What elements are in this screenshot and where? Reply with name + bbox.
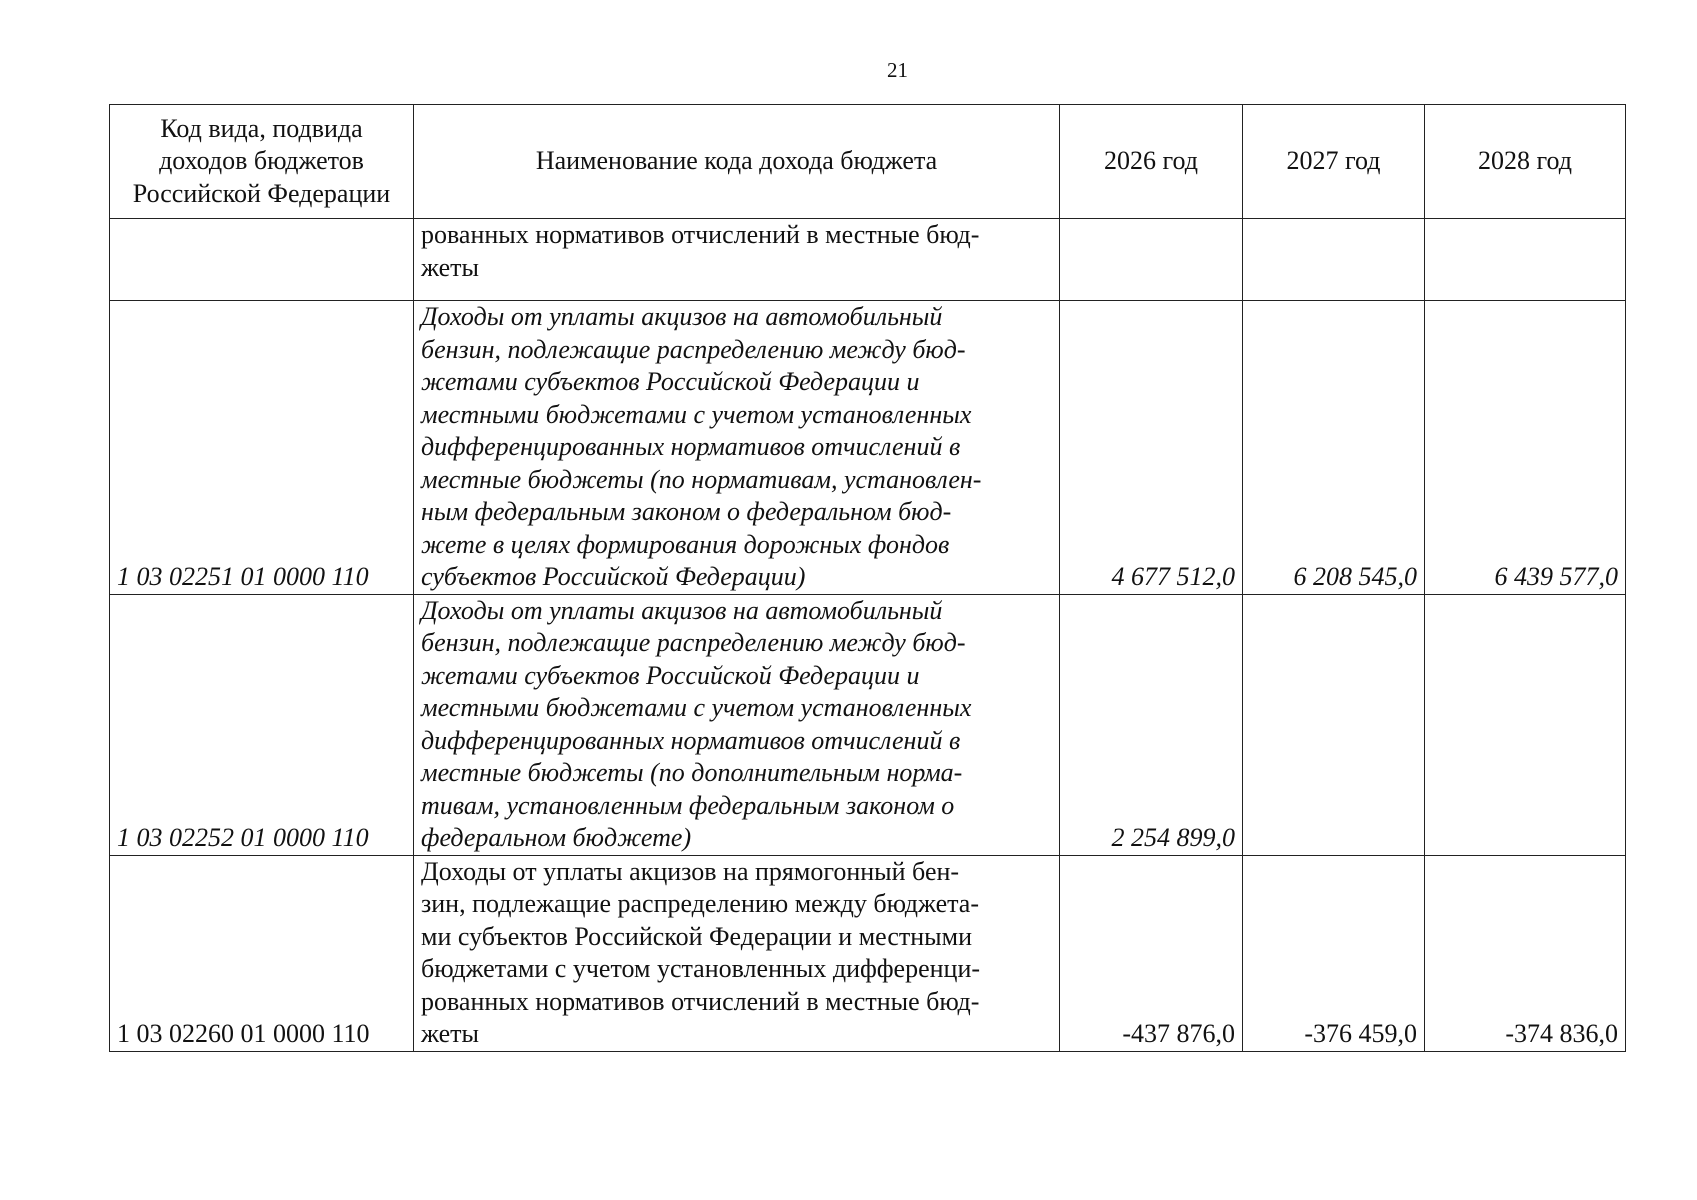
table-row (110, 855, 1626, 1051)
header-year-2027: 2027 год (1243, 105, 1425, 219)
row-name-line: рованных нормативов отчислений в местные бюд- (421, 986, 980, 1016)
row-name-line: местные бюджеты (по дополнительным норма- (421, 758, 963, 787)
header-year-2026: 2026 год (1060, 105, 1243, 219)
row-name-line: жете в целях формирования дорожных фондов (421, 529, 950, 559)
row-value-2028: -374 836,0 (1425, 855, 1626, 1051)
row-name (414, 219, 1060, 301)
revenue-table (109, 104, 1626, 1052)
row-name (414, 855, 1060, 1051)
row-name-line: бензин, подлежащие распределению между бюд- (421, 334, 966, 364)
row-value-2027 (1243, 219, 1425, 301)
row-code (110, 219, 414, 301)
row-name-line: жетами субъектов Российской Федерации и (421, 660, 920, 690)
row-name-line: местными бюджетами с учетом установленных (421, 693, 972, 722)
row-name-line: жетами субъектов Российской Федерации и (421, 367, 920, 396)
row-name-line: жеты (421, 1019, 479, 1048)
row-name-line: зин, подлежащие распределению между бюджета- (421, 889, 979, 918)
table-row (110, 594, 1626, 855)
row-value-2028 (1425, 594, 1626, 855)
row-name-line: бюджетами с учетом установленных дифференци- (421, 954, 981, 983)
table-row (110, 219, 1626, 301)
row-name (414, 594, 1060, 855)
row-name-line: жеты (421, 252, 479, 282)
page-number: 21 (887, 58, 908, 82)
row-code: 1 03 02252 01 0000 110 (110, 594, 414, 855)
row-name-line: дифференцированных нормативов отчислений в (421, 432, 961, 461)
row-name-line: тивам, установленным федеральным законом о (421, 790, 955, 820)
header-code-line: Код вида, подвида (160, 113, 363, 143)
row-name-line: местными бюджетами с учетом установленных (421, 399, 972, 429)
row-name-line: дифференцированных нормативов отчислений в (421, 725, 961, 755)
header-code-line: доходов бюджетов (159, 146, 364, 176)
row-name-line: рованных нормативов отчислений в местные бюд- (421, 220, 980, 249)
row-name-line: ми субъектов Российской Федерации и местными (421, 921, 973, 951)
row-value-2026: 2 254 899,0 (1060, 594, 1243, 855)
row-value-2028 (1425, 219, 1626, 301)
header-year-2028: 2028 год (1425, 105, 1626, 219)
header-code (110, 105, 414, 219)
row-value-2026: 4 677 512,0 (1060, 301, 1243, 595)
table-header-row (110, 105, 1626, 219)
row-value-2028: 6 439 577,0 (1425, 301, 1626, 595)
row-value-2027: 6 208 545,0 (1243, 301, 1425, 595)
row-name-line: бензин, подлежащие распределению между бюд- (421, 628, 966, 657)
row-value-2026: -437 876,0 (1060, 855, 1243, 1051)
row-name-line: Доходы от уплаты акцизов на автомобильный (421, 595, 943, 625)
row-value-2027 (1243, 594, 1425, 855)
row-name (414, 301, 1060, 595)
header-code-line: Российской Федерации (132, 178, 391, 208)
row-value-2026 (1060, 219, 1243, 301)
row-code: 1 03 02260 01 0000 110 (110, 855, 414, 1051)
row-name-line: Доходы от уплаты акцизов на прямогонный бен- (421, 856, 960, 886)
row-name-line: Доходы от уплаты акцизов на автомобильный (421, 302, 943, 331)
header-name: Наименование кода дохода бюджета (414, 105, 1060, 219)
row-name-line: местные бюджеты (по нормативам, установлен- (421, 464, 982, 494)
row-name-line: ным федеральным законом о федеральном бюд- (421, 497, 952, 526)
row-value-2027: -376 459,0 (1243, 855, 1425, 1051)
row-code: 1 03 02251 01 0000 110 (110, 301, 414, 595)
row-name-line: федеральном бюджете) (421, 823, 692, 852)
row-name-line: субъектов Российской Федерации) (421, 562, 806, 591)
table-row (110, 301, 1626, 595)
